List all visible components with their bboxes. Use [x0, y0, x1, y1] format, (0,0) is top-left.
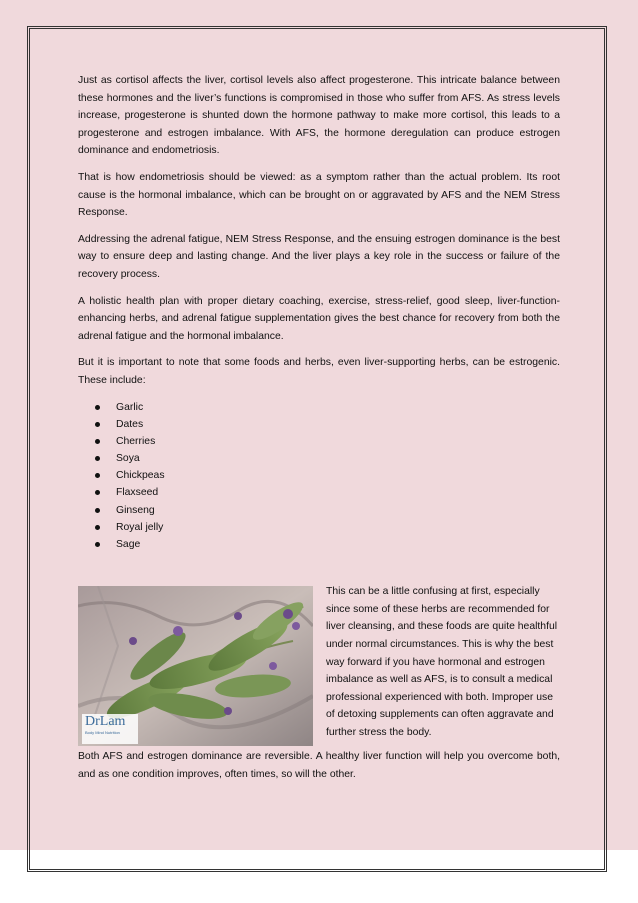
list-item: Chickpeas	[78, 467, 560, 484]
paragraph-2: That is how endometriosis should be viewed: as a symptom rather than the actual problem. Its root cause is the hormonal imbalance, which can be brought on or aggravated by AFS and the NEM Stress Response.	[78, 171, 560, 219]
drlam-logo	[82, 714, 138, 744]
list-item: Cherries	[78, 433, 560, 450]
closing-paragraph: Both AFS and estrogen dominance are reversible. A healthy liver function will help you overcome both, and as one condition improves, often times, so will the other.	[78, 751, 560, 780]
figure-caption-text: This can be a little confusing at first, especially since some of these herbs are recommended for liver cleansing, and these foods are quite healthful under normal circumstances. This is why the best way forward if you have hormonal and estrogen imbalance as well as AFS, is to consult a medical professional experienced with both. Improper use of detoxing supplements can often aggravate and further stress the body.	[326, 586, 558, 738]
list-item: Dates	[78, 416, 560, 433]
list-item: Ginseng	[78, 502, 560, 519]
list-item: Soya	[78, 450, 560, 467]
sage-photo	[78, 586, 313, 746]
figure-row	[78, 583, 560, 748]
paragraph-3: Addressing the adrenal fatigue, NEM Stress Response, and the ensuing estrogen dominance is the best way to ensure deep and lasting change. And the liver plays a key role in the success or failure of the recovery process.	[78, 233, 560, 280]
logo-tagline: Body Mind Nutrition	[85, 730, 120, 736]
estrogenic-herbs-list	[78, 399, 560, 554]
paragraph-5: But it is important to note that some foods and herbs, even liver-supporting herbs, can be estrogenic. These include:	[78, 357, 560, 386]
logo-text: DrLam	[85, 714, 126, 730]
list-item: Garlic	[78, 399, 560, 416]
paragraph-4: A holistic health plan with proper dietary coaching, exercise, stress-relief, good sleep, liver-function-enhancing herbs, and adrenal fatigue supplementation gives the best chance for recovery from both the adrenal fatigue and the hormonal imbalance.	[78, 295, 560, 342]
list-item: Royal jelly	[78, 519, 560, 536]
list-item: Flaxseed	[78, 484, 560, 501]
paragraph-1: Just as cortisol affects the liver, cortisol levels also affect progesterone. This intricate balance between these hormones and the liver’s functions is compromised in those who suffer from AFS. As stress levels increase, progesterone is shunted down the hormone pathway to make more cortisol, this leads to a progesterone and estrogen imbalance. With AFS, the hormone deregulation can produce estrogen dominance and endometriosis.	[78, 75, 560, 157]
list-item: Sage	[78, 536, 560, 553]
article-body	[78, 72, 560, 792]
